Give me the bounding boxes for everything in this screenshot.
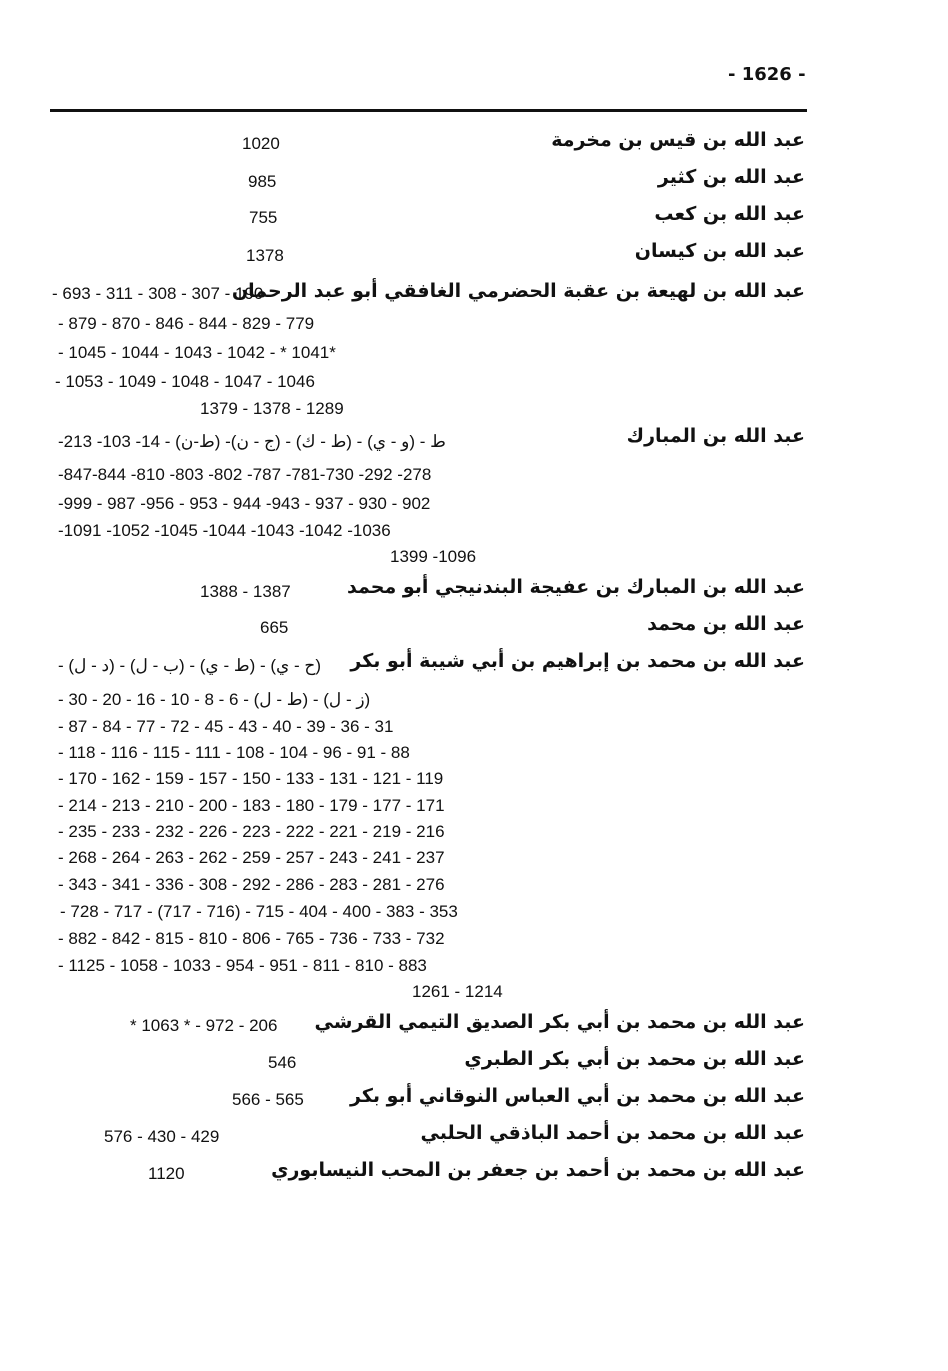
entry-references: 1020 bbox=[242, 134, 280, 153]
entry-references: - 1125 - 1058 - 1033 - 954 - 951 - 811 - 810 - 883 bbox=[58, 956, 427, 975]
entry-name: عبد الله بن المبارك bbox=[626, 425, 805, 447]
entry-references: - 693 - 311 - 308 - 307 - 190 bbox=[52, 284, 264, 303]
entry-references: 755 bbox=[249, 208, 278, 227]
entry-references: - 30 - 20 - 16 - 10 - 8 - 6 - (ط - ل) - (ز - ل) bbox=[58, 690, 371, 709]
entry-references: 1378 bbox=[246, 246, 284, 265]
entry-name: عبد الله بن محمد بن أبي العباس النوقاني أبو بكر bbox=[350, 1085, 805, 1107]
entry-references: 1379 - 1378 - 1289 bbox=[200, 399, 344, 418]
entry-references: - 882 - 842 - 815 - 810 - 806 - 765 - 736 - 733 - 732 bbox=[58, 929, 445, 948]
entry-references: 1120 bbox=[148, 1164, 185, 1183]
entry-name: عبد الله بن محمد bbox=[647, 613, 805, 635]
entry-references: -999 - 987 -956 - 953 - 944 -943 - 937 - 930 - 902 bbox=[58, 494, 431, 513]
entry-references: - 343 - 341 - 336 - 308 - 292 - 286 - 283 - 281 - 276 bbox=[58, 875, 445, 894]
entry-references: 1388 - 1387 bbox=[200, 582, 291, 601]
entry-references: 546 bbox=[268, 1053, 297, 1072]
entry-references: * 1063 * - 972 - 206 bbox=[130, 1016, 278, 1035]
entry-references: 985 bbox=[248, 172, 277, 191]
entry-references: 665 bbox=[260, 618, 289, 637]
entry-references: 1261 - 1214 bbox=[412, 982, 503, 1001]
entry-references: -213 -103 -14 - (ط-ن) -(ج - ن) - (ط - ك) - (و - ي) - ط bbox=[58, 432, 446, 451]
entry-references: - 170 - 162 - 159 - 157 - 150 - 133 - 131 - 121 - 119 bbox=[58, 769, 444, 788]
entry-name: عبد الله بن المبارك بن عفيجة البندنيجي أبو محمد bbox=[347, 576, 805, 598]
entry-references: 566 - 565 bbox=[232, 1090, 304, 1109]
entry-name: عبد الله بن محمد بن إبراهيم بن أبي شيبة أبو بكر bbox=[350, 650, 805, 672]
header-rule bbox=[50, 109, 807, 112]
entry-name: عبد الله بن لهيعة بن عقبة الحضرمي الغافقي أبو عبد الرحمان bbox=[231, 280, 805, 302]
entry-name: عبد الله بن كيسان bbox=[634, 240, 805, 262]
entry-name: عبد الله بن محمد بن أبي بكر الطبري bbox=[464, 1048, 805, 1070]
entry-references: - 879 - 870 - 846 - 844 - 829 - 779 bbox=[58, 314, 315, 333]
entry-name: عبد الله بن كثير bbox=[657, 166, 805, 188]
entry-references: - 87 - 84 - 77 - 72 - 45 - 43 - 40 - 39 - 36 - 31 bbox=[58, 717, 394, 736]
entry-references: -847-844 -810 -803 -802 -787 -781-730 -292 -278 bbox=[58, 465, 432, 484]
entry-name: عبد الله بن محمد بن أبي بكر الصديق التيمي القرشي bbox=[314, 1011, 805, 1033]
page-number: - 1626 - bbox=[728, 64, 806, 85]
entry-name: عبد الله بن كعب bbox=[654, 203, 805, 225]
entry-name: عبد الله بن محمد بن أحمد الباذقي الحلبي bbox=[420, 1122, 805, 1144]
entry-references: - 214 - 213 - 210 - 200 - 183 - 180 - 179 - 177 - 171 bbox=[58, 796, 445, 815]
entry-references: - 268 - 264 - 263 - 262 - 259 - 257 - 243 - 241 - 237 bbox=[58, 848, 445, 867]
entry-references: - 728 - 717 - (717 - 716) - 715 - 404 - 400 - 383 - 353 bbox=[60, 902, 458, 921]
entry-name: عبد الله بن محمد بن أحمد بن جعفر بن المحب النيسابوري bbox=[271, 1159, 805, 1181]
entry-references: - 1045 - 1044 - 1043 - 1042 - * 1041* bbox=[58, 343, 336, 362]
entry-references: 1399 -1096 bbox=[390, 547, 477, 566]
entry-references: - (د - ل) - (ب - ل) - (ط - ي) - (ح - ي) bbox=[58, 656, 322, 675]
entry-name: عبد الله بن قيس بن مخرمة bbox=[551, 129, 805, 151]
entry-references: - 1053 - 1049 - 1048 - 1047 - 1046 bbox=[55, 372, 315, 391]
entry-references: - 118 - 116 - 115 - 111 - 108 - 104 - 96 - 91 - 88 bbox=[58, 743, 410, 762]
entry-references: -1091 -1052 -1045 -1044 -1043 -1042 -1036 bbox=[58, 521, 391, 540]
entry-references: - 235 - 233 - 232 - 226 - 223 - 222 - 221 - 219 - 216 bbox=[58, 822, 445, 841]
entry-references: 576 - 430 - 429 bbox=[104, 1127, 220, 1146]
